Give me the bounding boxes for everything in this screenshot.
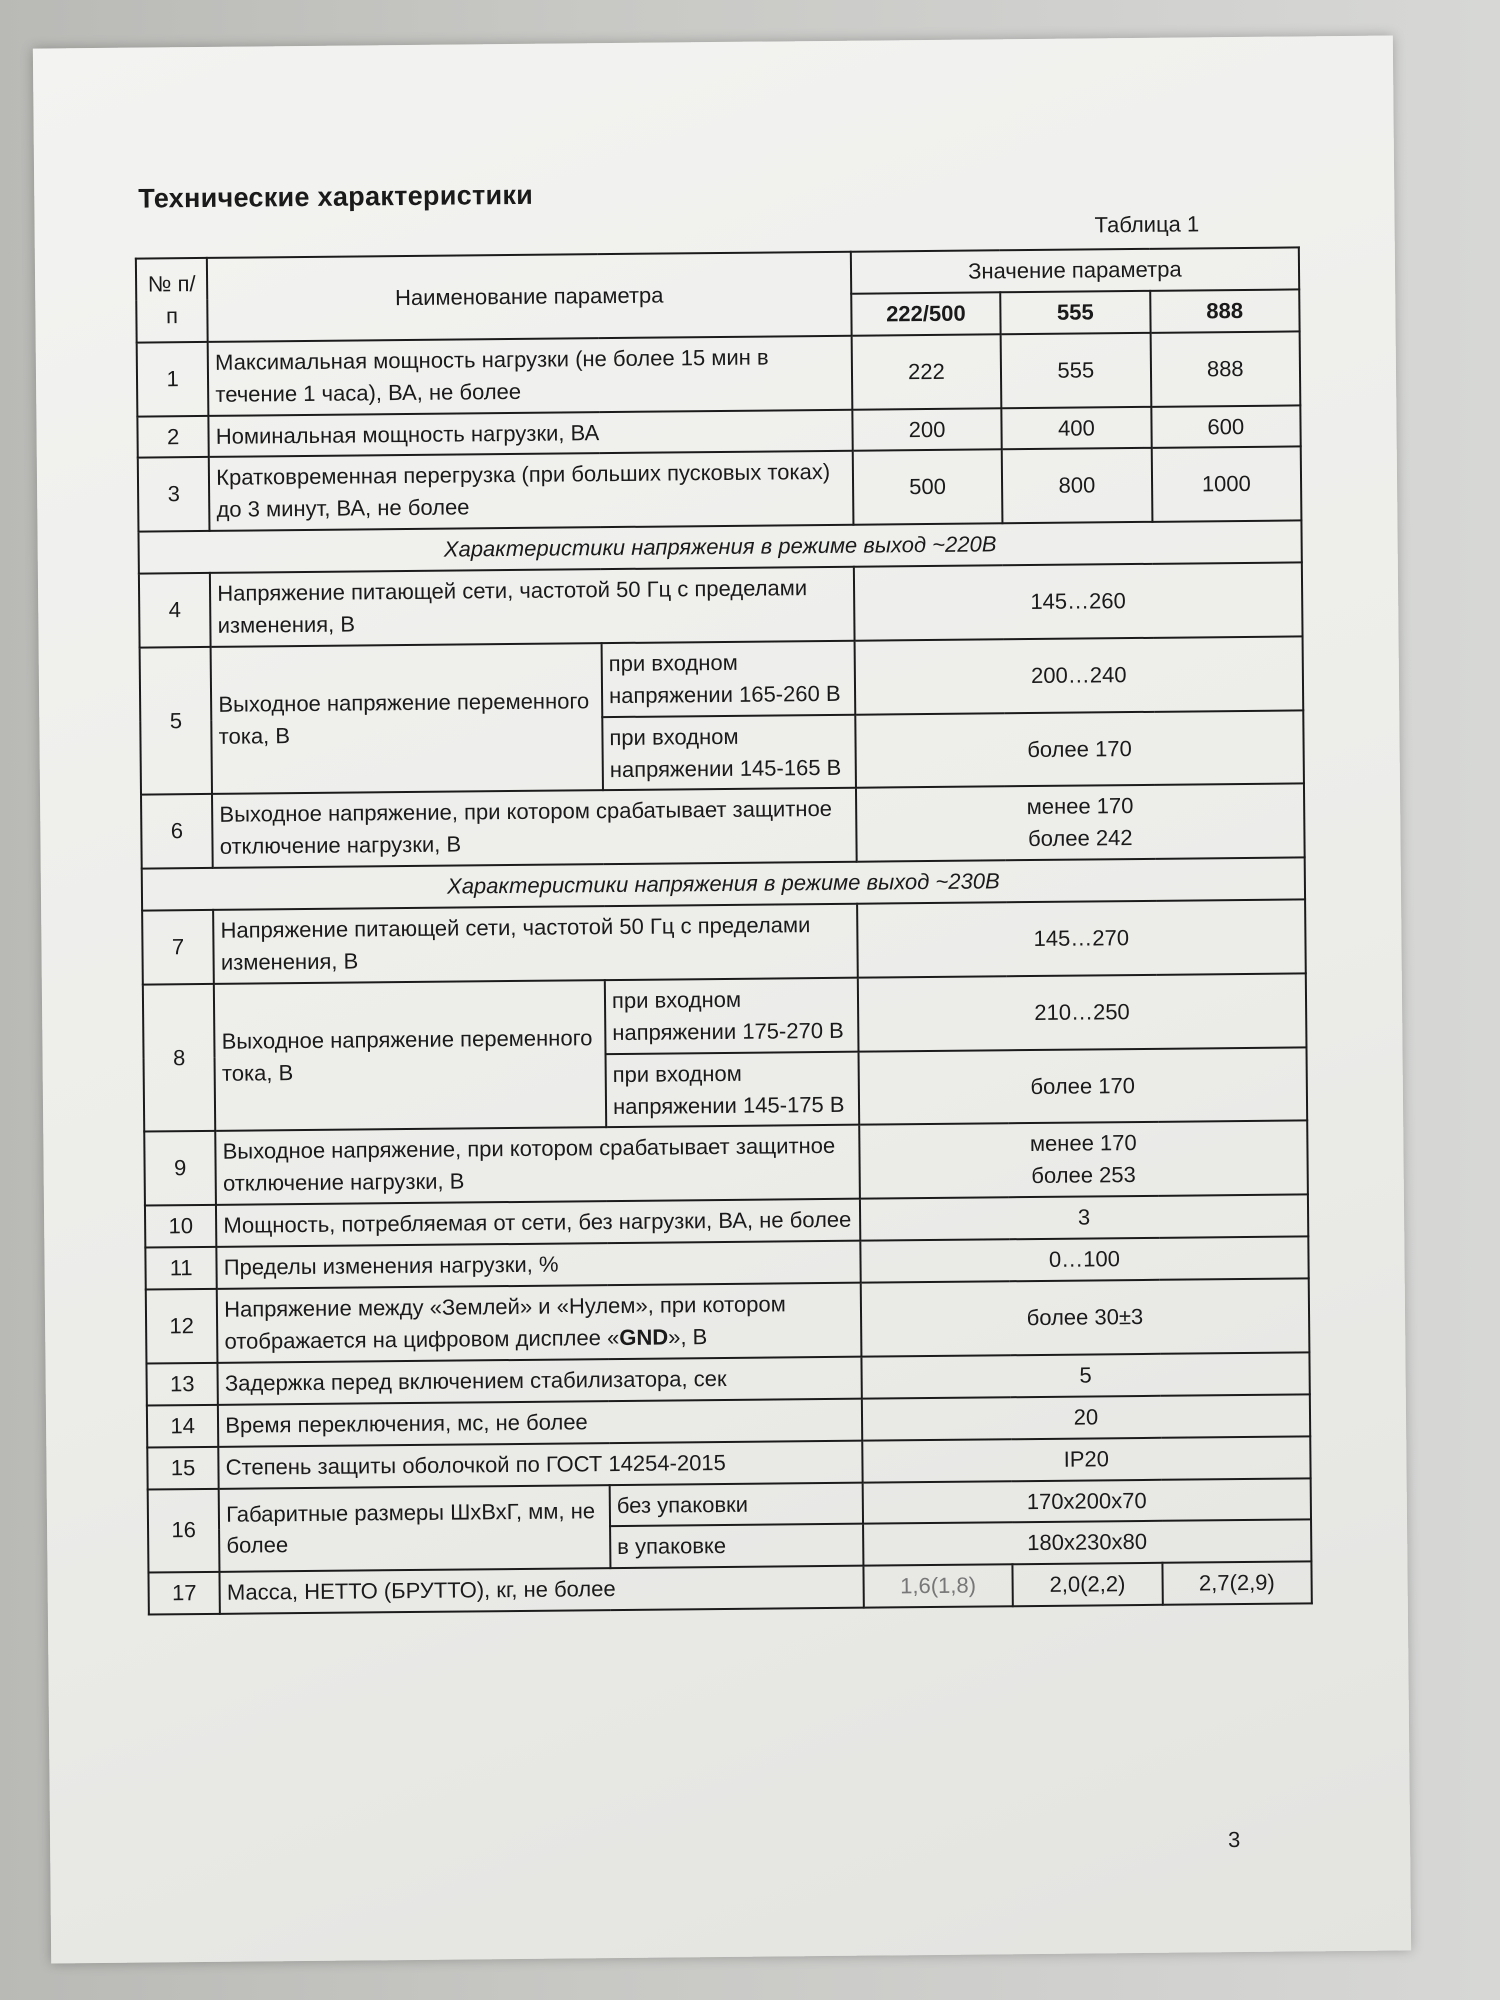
header-model-3: 888: [1150, 289, 1300, 332]
row-value-high: более 242: [1027, 825, 1133, 852]
row-name: Выходное напряжение, при котором срабатывает защитное отключение нагрузки, В: [212, 788, 856, 868]
row-value: 145…260: [854, 563, 1303, 641]
table-row: [144, 1121, 1308, 1206]
row-name: Напряжение питающей сети, частотой 50 Гц с пределами изменения, В: [213, 904, 857, 984]
table-row: [146, 1278, 1310, 1363]
gnd-label: GND: [619, 1324, 669, 1350]
row-value: 210…250: [858, 973, 1307, 1051]
row-value-low: менее 170: [1026, 793, 1134, 820]
row-value-low: менее 170: [1029, 1130, 1137, 1157]
row-num: 11: [145, 1247, 217, 1290]
row-subcondition: при входном напряжении 165-260 В: [602, 641, 856, 717]
specifications-table: [135, 246, 1313, 1615]
header-value: Значение параметра: [851, 247, 1300, 293]
header-num: № п/п: [136, 258, 208, 342]
row-num: 2: [137, 415, 209, 458]
row-num: 13: [146, 1363, 218, 1406]
row-num: 9: [144, 1131, 216, 1205]
row-value: 170x200x70: [862, 1478, 1311, 1524]
row-num: 5: [140, 647, 213, 795]
row-name: Пределы изменения нагрузки, %: [217, 1241, 861, 1289]
row-name-text-end: », В: [668, 1324, 708, 1350]
row-subcondition: без упаковки: [610, 1482, 863, 1526]
row-subcondition: в упаковке: [610, 1524, 863, 1568]
row-value: 200: [852, 408, 1002, 451]
row-num: 12: [146, 1289, 218, 1363]
row-value: 555: [1001, 333, 1151, 408]
row-name: Выходное напряжение переменного тока, В: [214, 980, 606, 1131]
row-name: Выходное напряжение переменного тока, В: [211, 643, 603, 794]
row-value: 600: [1151, 405, 1301, 448]
row-value: 222: [851, 334, 1001, 409]
row-name: [217, 1283, 861, 1363]
row-value-pair: [856, 784, 1305, 862]
document-page: [33, 36, 1411, 1964]
table-label: Таблица 1: [1094, 211, 1200, 238]
row-name: Напряжение питающей сети, частотой 50 Гц с пределами изменения, В: [210, 567, 854, 647]
row-name: Выходное напряжение, при котором срабатывает защитное отключение нагрузки, В: [215, 1125, 859, 1205]
row-name-text: Напряжение между «Землей» и «Нулем», при котором отображается на цифровом дисплее «: [224, 1291, 786, 1354]
row-value: 200…240: [854, 636, 1303, 714]
section-heading-230: Характеристики напряжения в режиме выход ~230В: [142, 858, 1305, 911]
row-value: 800: [1002, 448, 1152, 523]
row-num: 7: [142, 910, 214, 984]
row-subcondition: при входном напряжении 145-165 В: [602, 714, 856, 790]
row-name: Степень защиты оболочкой по ГОСТ 14254-2015: [219, 1440, 863, 1488]
row-value: 1,6(1,8): [863, 1565, 1013, 1608]
row-name: Габаритные размеры ШхВхГ, мм, не более: [219, 1485, 611, 1573]
row-value-pair: [859, 1121, 1308, 1199]
table-row: [141, 784, 1305, 869]
section-heading-220: Характеристики напряжения в режиме выход ~220В: [138, 521, 1301, 574]
row-name: Максимальная мощность нагрузки (не более 15 мин в течение 1 часа), ВА, не более: [208, 336, 852, 416]
row-value: IP20: [862, 1436, 1311, 1482]
row-name: Мощность, потребляемая от сети, без нагрузки, ВА, не более: [216, 1199, 860, 1247]
row-value: 500: [853, 450, 1003, 525]
table-row: [139, 563, 1303, 648]
row-value: 0…100: [860, 1237, 1309, 1283]
row-value: более 30±3: [861, 1278, 1310, 1356]
row-name: Кратковременная перегрузка (при больших пусковых токах) до 3 минут, ВА, не более: [209, 451, 853, 531]
row-name: Задержка перед включением стабилизатора, сек: [218, 1357, 862, 1405]
row-num: 1: [137, 342, 209, 416]
row-value: 888: [1150, 331, 1300, 406]
header-model-1: 222/500: [851, 292, 1001, 335]
row-value: 145…270: [857, 900, 1306, 978]
row-num: 6: [141, 794, 213, 868]
row-name: Масса, НЕТТО (БРУТТО), кг, не более: [220, 1566, 864, 1614]
page-number: 3: [1227, 1827, 1241, 1853]
row-name: Время переключения, мс, не более: [218, 1398, 862, 1446]
row-value: 5: [861, 1352, 1310, 1398]
row-value: 2,0(2,2): [1013, 1563, 1163, 1606]
row-value: 180x230x80: [863, 1520, 1312, 1566]
row-value: 400: [1002, 406, 1152, 449]
table-row: [143, 973, 1307, 1058]
header-name: Наименование параметра: [207, 252, 851, 342]
header-model-2: 555: [1000, 291, 1150, 334]
row-name: Номинальная мощность нагрузки, ВА: [209, 409, 853, 457]
row-value: более 170: [858, 1047, 1307, 1125]
row-num: 14: [147, 1405, 219, 1448]
row-num: 16: [148, 1488, 220, 1572]
row-subcondition: при входном напряжении 145-175 В: [605, 1051, 859, 1127]
row-value-high: более 253: [1031, 1162, 1136, 1189]
row-num: 10: [145, 1205, 217, 1248]
row-value: более 170: [855, 710, 1304, 788]
page-title: Технические характеристики: [138, 179, 534, 214]
table-row: [140, 636, 1304, 721]
row-num: 3: [138, 457, 210, 531]
table-row: [137, 331, 1301, 416]
table-row: [142, 900, 1306, 985]
row-num: 15: [147, 1446, 219, 1489]
table-row: [138, 447, 1302, 532]
row-value: 3: [860, 1195, 1309, 1241]
row-subcondition: при входном напряжении 175-270 В: [605, 978, 859, 1054]
row-num: 8: [143, 984, 216, 1132]
row-num: 4: [139, 573, 211, 647]
row-value: 1000: [1151, 447, 1301, 522]
row-num: 17: [148, 1572, 220, 1615]
row-value: 20: [862, 1394, 1311, 1440]
row-value: 2,7(2,9): [1162, 1562, 1312, 1605]
